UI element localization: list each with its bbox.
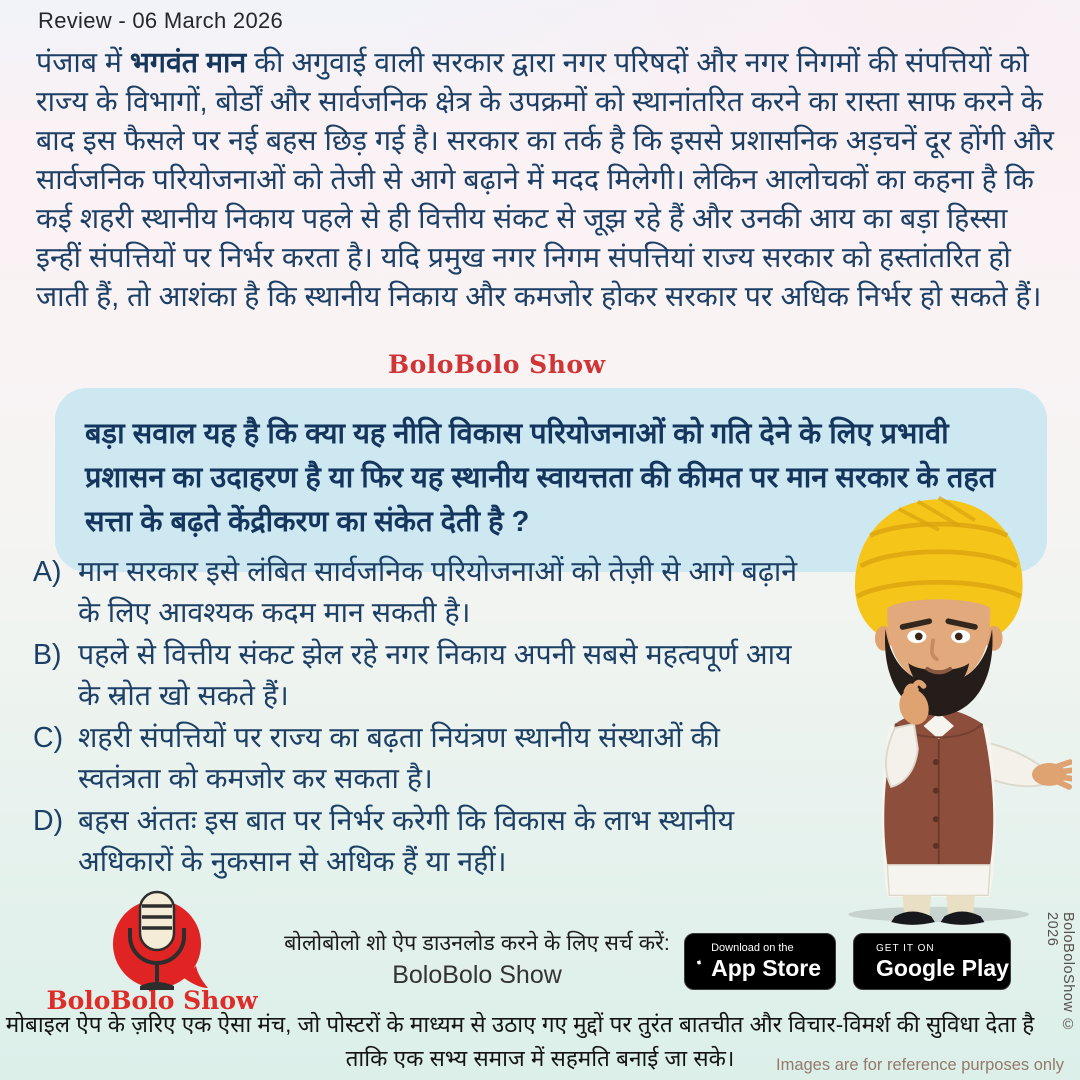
option-c-text: शहरी संपत्तियों पर राज्य का बढ़ता नियंत्रण स्थानीय संस्थाओं की स्वतंत्रता को कमजोर कर सकता है। (78, 722, 720, 795)
google-play-name: Google Play (876, 955, 1009, 981)
option-a-label: A) (33, 556, 62, 588)
review-date-label: Review - 06 March 2026 (38, 8, 284, 33)
mann-caricature-illustration (796, 476, 1072, 934)
question-box: बड़ा सवाल यह है कि क्या यह नीति विकास परियोजनाओं को गति देने के लिए प्रभावी प्रशासन का उदाहरण है या फिर यह स्थानीय स्वायत्तता की कीमत पर मान सरकार के तहत सत्ता के बढ़ते केंद्रीकरण का संकेत देती है ? (55, 388, 1047, 572)
option-c (33, 718, 801, 800)
option-b (33, 635, 801, 717)
option-b-text: पहले से वित्तीय संकट झेल रहे नगर निकाय अपनी सबसे महत्वपूर्ण आय के स्रोत खो सकते हैं। (78, 639, 792, 712)
copyright-vertical-text: BoloBoloShow © 2026 (1044, 912, 1076, 1034)
app-store-badge[interactable] (684, 933, 836, 990)
option-d-label: D) (33, 805, 64, 837)
article-paragraph (36, 44, 1060, 317)
brand-watermark: BoloBolo Show (388, 350, 606, 379)
option-d (33, 801, 801, 883)
article-bold-name: भगवंत मान (129, 47, 247, 79)
option-a-text: मान सरकार इसे लंबित सार्वजनिक परियोजनाओं को तेज़ी से आगे बढ़ाने के लिए आवश्यक कदम मान सकती है। (78, 556, 798, 629)
store-badges (684, 933, 1011, 990)
option-a (33, 552, 801, 634)
google-play-tagline: GET IT ON (876, 943, 935, 954)
option-c-label: C) (33, 722, 64, 754)
article-text-start: पंजाब में (36, 47, 130, 79)
image-disclaimer: Images are for reference purposes only (776, 1056, 1064, 1074)
app-store-tagline: Download on the (711, 942, 794, 954)
app-search-brand: BoloBolo Show (392, 961, 562, 989)
app-search-block (272, 928, 682, 992)
options-list (33, 552, 801, 884)
app-search-prompt: बोलोबोलो शो ऐप डाउनलोड करने के लिए सर्च करें: (284, 931, 670, 955)
footer-tagline-line1: मोबाइल ऐप के ज़रिए एक ऐसा मंच, जो पोस्टरों के माध्यम से उठाए गए मुद्दों पर तुरंत बातचीत और विचार-विमर्श की सुविधा देता है (5, 1012, 1035, 1037)
footer-brand-text: BoloBolo Show (46, 986, 258, 1015)
app-store-name: App Store (711, 955, 821, 981)
option-d-text: बहस अंततः इस बात पर निर्भर करेगी कि विकास के लाभ स्थानीय अधिकारों के नुकसान से अधिक हैं या नहीं। (78, 805, 735, 878)
footer-tagline-line2: ताकि एक सभ्य समाज में सहमति बनाई जा सके। (345, 1046, 735, 1071)
google-play-badge[interactable] (853, 933, 1011, 990)
article-text-rest: की अगुवाई वाली सरकार द्वारा नगर परिषदों और नगर निगमों की संपत्तियों को राज्य के विभागों, बोर्डों और सार्वजनिक क्षेत्र के उपक्रमों को स्थानांतरित करने का रास्ता साफ करने के बाद इस फैसले पर नई बहस छिड़ गई है। सरकार का तर्क है कि इससे प्रशासनिक अड़चनें दूर होंगी और सार्वजनिक परियोजनाओं को तेजी से आगे बढ़ाने में मदद मिलेगी। लेकिन आलोचकों का कहना है कि कई शहरी स्थानीय निकाय पहले से ही वित्तीय संकट से जूझ रहे हैं और उनकी आय का बड़ा हिस्सा इन्हीं संपत्तियों पर निर्भर करता है। यदि प्रमुख नगर निगम संपत्तियां राज्य सरकार को हस्तांतरित हो जाती हैं, तो आशंका है कि स्थानीय निकाय और कमजोर होकर सरकार पर अधिक निर्भर हो सकते हैं। (36, 47, 1054, 313)
apple-icon (697, 944, 701, 980)
option-b-label: B) (33, 639, 62, 671)
